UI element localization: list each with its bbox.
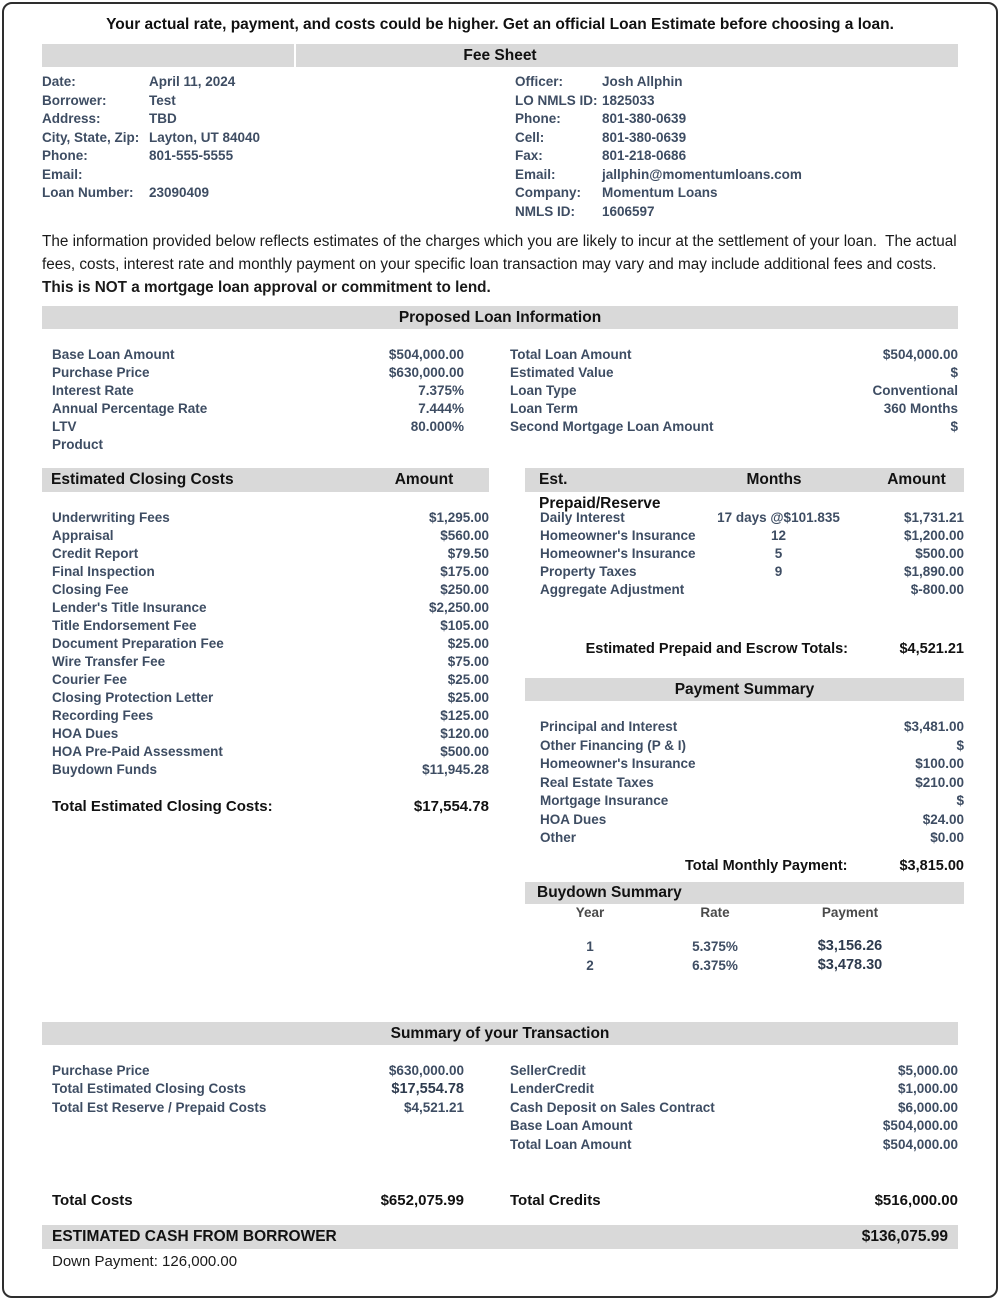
top-disclaimer: Your actual rate, payment, and costs could be higher. Get an official Loan Estimate before choosing a loan. [106, 16, 894, 33]
loan-info-row [42, 418, 464, 436]
loan-info-value: 360 Months [883, 401, 958, 416]
buydown-year-header: Year [575, 904, 605, 920]
prepaid-row [525, 545, 964, 563]
loan-info-value: $ [950, 365, 958, 380]
transaction-label: Total Est Reserve / Prepaid Costs [52, 1099, 267, 1115]
prepaid-label: Homeowner's Insurance [540, 528, 696, 543]
closing-cost-label: Document Preparation Fee [52, 636, 224, 651]
transaction-value: $17,554.78 [391, 1081, 464, 1097]
cash-from-borrower-value: $136,075.99 [861, 1228, 948, 1245]
buydown-payment-header: Payment [821, 904, 879, 920]
closing-cost-row [42, 617, 489, 635]
contact-value: Layton, UT 84040 [149, 129, 261, 145]
prepaid-items [525, 509, 964, 599]
contact-value: Momentum Loans [602, 185, 718, 200]
loan-info-value: 7.375% [418, 383, 464, 398]
loan-info-row [500, 364, 958, 382]
loan-info-label: Loan Type [510, 383, 577, 398]
transaction-label: SellerCredit [510, 1062, 586, 1078]
prepaid-row [525, 527, 964, 545]
closing-cost-amount: $175.00 [440, 564, 489, 579]
contact-row [515, 129, 958, 148]
borrower-info [42, 73, 500, 221]
closing-cost-label: HOA Dues [52, 726, 119, 741]
closing-cost-label: Appraisal [52, 528, 114, 543]
prepaid-months: 5 [774, 546, 783, 561]
contact-row [515, 73, 958, 92]
prepaid-months: 9 [774, 564, 783, 579]
prepaid-title: Est. Prepaid/Reserve [539, 471, 661, 512]
closing-cost-label: Credit Report [52, 546, 139, 561]
totals-row [42, 1192, 958, 1209]
contact-row [515, 203, 958, 222]
intro-paragraph [42, 230, 961, 299]
closing-cost-amount: $25.00 [447, 690, 489, 705]
contact-value: 801-380-0639 [602, 111, 687, 126]
loan-info-row [500, 418, 958, 436]
payment-amount: $24.00 [922, 811, 964, 827]
buydown-rate: 6.375% [692, 958, 738, 973]
fee-sheet-page [2, 2, 998, 1298]
monthly-total-value: $3,815.00 [899, 857, 964, 874]
escrow-total [525, 641, 964, 657]
closing-cost-amount: $500.00 [440, 744, 489, 759]
closing-cost-label: Title Endorsement Fee [52, 618, 197, 633]
transaction-costs [42, 1062, 500, 1155]
total-costs [42, 1192, 500, 1209]
contact-row [42, 166, 500, 185]
loan-info-left [42, 346, 500, 454]
contact-value: Josh Allphin [602, 74, 683, 89]
total-credits-value: $516,000.00 [874, 1192, 958, 1209]
down-payment: Down Payment: 126,000.00 [52, 1253, 238, 1270]
transaction-row [500, 1117, 958, 1136]
transaction-value: $6,000.00 [897, 1099, 958, 1115]
transaction-row [42, 1099, 464, 1118]
prepaid-row [525, 581, 964, 599]
closing-cost-amount: $250.00 [440, 582, 489, 597]
closing-cost-row [42, 761, 489, 779]
closing-cost-row [42, 563, 489, 581]
transaction-row [500, 1080, 958, 1099]
intro-text: The information provided below reflects estimates of the charges which you are likely to incur at the settlement of your loan. The actual fees, costs, interest rate and monthly payment on your specific loan transaction may vary and may include additional fees and costs. [42, 233, 961, 273]
prepaid-header [525, 468, 964, 512]
loan-info-value: Conventional [872, 383, 958, 398]
contact-label: Loan Number: [42, 185, 134, 200]
payment-summary-bar [525, 678, 964, 701]
payment-amount: $ [956, 737, 964, 753]
transaction-value: $504,000.00 [882, 1118, 958, 1133]
transaction-row [500, 1136, 958, 1155]
buydown-rate: 5.375% [692, 938, 738, 954]
proposed-loan-info-title: Proposed Loan Information [398, 309, 602, 326]
loan-info-label: Total Loan Amount [510, 347, 632, 362]
loan-info-label: Loan Term [510, 401, 579, 416]
buydown-payment: $3,156.26 [817, 937, 883, 954]
closing-cost-amount: $11,945.28 [422, 762, 489, 777]
page-title: Fee Sheet [463, 47, 537, 64]
loan-info-value: $630,000.00 [388, 365, 464, 380]
contact-row [515, 147, 958, 166]
closing-cost-row [42, 707, 489, 725]
transaction-label: Purchase Price [52, 1062, 150, 1078]
closing-cost-row [42, 527, 489, 545]
monthly-total-label: Total Monthly Payment: [685, 857, 848, 874]
buydown-year: 2 [586, 958, 594, 973]
transaction-summary-section [42, 1062, 958, 1155]
closing-cost-row [42, 581, 489, 599]
prepaid-months-header: Months [746, 471, 802, 488]
closing-cost-row [42, 545, 489, 563]
transaction-credits [500, 1062, 958, 1155]
closing-cost-label: Underwriting Fees [52, 510, 170, 525]
contact-value: April 11, 2024 [149, 74, 236, 89]
loan-info-row [42, 346, 464, 364]
contact-label: Officer: [515, 74, 564, 89]
contact-label: LO NMLS ID: [515, 92, 598, 108]
fees-columns [42, 468, 964, 976]
total-costs-label: Total Costs [52, 1192, 133, 1209]
contact-value: 801-218-0686 [602, 148, 687, 163]
closing-cost-label: Courier Fee [52, 672, 128, 687]
closing-cost-label: Recording Fees [52, 708, 154, 723]
prepaid-label: Aggregate Adjustment [540, 582, 685, 597]
fee-sheet-title-bar [42, 44, 958, 67]
prepaid-label: Homeowner's Insurance [540, 546, 696, 561]
transaction-label: LenderCredit [510, 1081, 595, 1096]
loan-info-label: Base Loan Amount [52, 347, 175, 362]
escrow-total-value: $4,521.21 [899, 641, 964, 657]
closing-costs-total [42, 798, 489, 815]
payment-label: Homeowner's Insurance [540, 756, 696, 771]
transaction-value: $5,000.00 [897, 1062, 958, 1078]
contact-row [515, 92, 958, 111]
transaction-row [500, 1062, 958, 1081]
closing-costs-title: Estimated Closing Costs [51, 471, 234, 488]
contact-value: 801-555-5555 [149, 148, 234, 163]
buydown-row [525, 937, 964, 957]
total-costs-value: $652,075.99 [380, 1192, 464, 1209]
prepaid-amount-header: Amount [887, 471, 946, 488]
payment-label: Other [540, 830, 577, 845]
contact-row [515, 184, 958, 203]
intro-bold-text: This is NOT a mortgage loan approval or commitment to lend. [42, 279, 491, 296]
closing-cost-amount: $125.00 [440, 708, 489, 723]
buydown-summary-title: Buydown Summary [537, 883, 682, 901]
closing-costs-amount-header: Amount [394, 471, 454, 488]
payment-row [525, 737, 964, 756]
payment-label: Real Estate Taxes [540, 774, 654, 790]
transaction-summary-title: Summary of your Transaction [390, 1024, 610, 1042]
closing-cost-label: HOA Pre-Paid Assessment [52, 744, 223, 759]
payment-row [525, 718, 964, 737]
transaction-label: Total Loan Amount [510, 1136, 632, 1152]
transaction-label: Total Estimated Closing Costs [52, 1081, 247, 1096]
buydown-summary-bar [525, 882, 964, 904]
transaction-summary-bar [42, 1022, 958, 1045]
contact-row [42, 73, 500, 92]
monthly-total [525, 858, 964, 874]
prepaid-payment-section [525, 468, 964, 976]
closing-cost-amount: $560.00 [440, 528, 489, 543]
proposed-loan-info-bar [42, 306, 958, 329]
closing-cost-amount: $25.00 [447, 636, 489, 651]
closing-cost-row [42, 635, 489, 653]
contact-row [515, 110, 958, 129]
transaction-label: Cash Deposit on Sales Contract [510, 1099, 715, 1115]
closing-cost-label: Buydown Funds [52, 762, 157, 777]
closing-cost-label: Lender's Title Insurance [52, 600, 207, 615]
buydown-rows [525, 937, 964, 976]
payment-row [525, 829, 964, 848]
loan-info-label: Second Mortgage Loan Amount [510, 419, 714, 434]
contact-row [42, 129, 500, 148]
closing-costs-header [42, 468, 489, 492]
transaction-label: Base Loan Amount [510, 1118, 633, 1133]
total-credits-label: Total Credits [510, 1192, 601, 1209]
prepaid-label: Daily Interest [540, 510, 625, 525]
buydown-row [525, 956, 964, 976]
prepaid-row [525, 509, 964, 527]
payment-label: HOA Dues [540, 811, 607, 827]
cash-from-borrower-label: ESTIMATED CASH FROM BORROWER [52, 1228, 337, 1245]
payment-summary-title: Payment Summary [674, 681, 815, 698]
closing-cost-row [42, 743, 489, 761]
transaction-row [500, 1099, 958, 1118]
contact-value: jallphin@momentumloans.com [602, 166, 802, 182]
payment-items [525, 718, 964, 848]
contact-label: Email: [515, 166, 556, 182]
contact-row [42, 147, 500, 166]
transaction-value: $630,000.00 [388, 1062, 464, 1078]
closing-cost-amount: $79.50 [447, 546, 489, 561]
contact-label: Address: [42, 111, 101, 126]
contact-row [515, 166, 958, 185]
prepaid-amount: $1,890.00 [903, 564, 964, 579]
contact-label: Borrower: [42, 92, 107, 108]
contact-row [42, 184, 500, 203]
loan-info-row [42, 436, 464, 454]
loan-info-value: $504,000.00 [882, 347, 958, 362]
prepaid-amount: $-800.00 [910, 582, 964, 597]
prepaid-amount: $1,731.21 [903, 510, 964, 525]
contact-label: Date: [42, 74, 76, 89]
prepaid-label: Property Taxes [540, 564, 637, 579]
loan-info-row [500, 382, 958, 400]
cash-from-borrower-bar [42, 1225, 958, 1249]
prepaid-months: 17 days @$101.835 [717, 510, 840, 525]
closing-costs-items [42, 509, 489, 779]
payment-row [525, 774, 964, 793]
buydown-year: 1 [586, 938, 594, 954]
loan-info-value: 7.444% [418, 401, 464, 416]
payment-amount: $0.00 [930, 830, 964, 845]
closing-cost-amount: $120.00 [440, 726, 489, 741]
loan-info-label: Product [52, 437, 104, 452]
contact-row [42, 92, 500, 111]
buydown-column-headers [525, 905, 964, 920]
contact-label: City, State, Zip: [42, 129, 140, 145]
contact-label: Cell: [515, 129, 545, 145]
payment-amount: $ [956, 793, 964, 808]
contact-label: Fax: [515, 148, 543, 163]
prepaid-months: 12 [770, 528, 787, 543]
loan-info-value: 80.000% [410, 419, 464, 434]
loan-info-row [42, 400, 464, 418]
closing-cost-label: Closing Protection Letter [52, 690, 214, 705]
closing-costs-total-label: Total Estimated Closing Costs: [52, 798, 273, 815]
contact-label: Email: [42, 166, 83, 182]
transaction-value: $1,000.00 [897, 1081, 958, 1096]
contact-value: 801-380-0639 [602, 129, 687, 145]
buydown-payment: $3,478.30 [817, 957, 883, 973]
loan-info-label: Estimated Value [510, 365, 614, 380]
loan-info-row [500, 346, 958, 364]
loan-info-label: LTV [52, 419, 77, 434]
contact-label: Phone: [515, 111, 561, 126]
proposed-loan-info-section [42, 346, 958, 454]
prepaid-row [525, 563, 964, 581]
payment-label: Other Financing (P & I) [540, 737, 687, 753]
closing-cost-row [42, 599, 489, 617]
contact-value: 1606597 [602, 203, 655, 219]
closing-costs-total-value: $17,554.78 [413, 798, 489, 815]
closing-cost-row [42, 689, 489, 707]
transaction-value: $504,000.00 [882, 1136, 958, 1152]
transaction-value: $4,521.21 [403, 1099, 464, 1115]
contact-value: TBD [149, 111, 177, 126]
prepaid-amount: $1,200.00 [903, 528, 964, 543]
closing-cost-row [42, 653, 489, 671]
prepaid-months [693, 581, 864, 599]
loan-info-row [42, 364, 464, 382]
payment-label: Mortgage Insurance [540, 793, 669, 808]
payment-amount: $3,481.00 [903, 719, 964, 734]
contact-value: 1825033 [602, 92, 655, 108]
total-credits [500, 1192, 958, 1209]
prepaid-amount: $500.00 [915, 546, 964, 561]
loan-info-label: Purchase Price [52, 365, 150, 380]
payment-row [525, 811, 964, 830]
closing-cost-row [42, 509, 489, 527]
closing-cost-amount: $105.00 [440, 618, 489, 633]
closing-cost-amount: $1,295.00 [428, 510, 489, 525]
loan-info-row [500, 400, 958, 418]
contact-section [42, 73, 958, 221]
closing-cost-row [42, 671, 489, 689]
contact-label: Phone: [42, 148, 88, 163]
escrow-total-label: Estimated Prepaid and Escrow Totals: [585, 641, 848, 657]
officer-info [500, 73, 958, 221]
closing-cost-label: Final Inspection [52, 564, 155, 579]
closing-cost-row [42, 725, 489, 743]
closing-costs-section [42, 468, 489, 815]
contact-label: NMLS ID: [515, 203, 575, 219]
payment-row [525, 792, 964, 811]
closing-cost-amount: $25.00 [447, 672, 489, 687]
loan-info-label: Interest Rate [52, 383, 134, 398]
closing-cost-amount: $2,250.00 [428, 600, 489, 615]
contact-value: 23090409 [149, 185, 210, 200]
loan-info-row [42, 382, 464, 400]
loan-info-label: Annual Percentage Rate [52, 401, 208, 416]
payment-amount: $210.00 [915, 774, 964, 790]
loan-info-value: $ [950, 419, 958, 434]
loan-info-value: $504,000.00 [388, 347, 464, 362]
closing-cost-amount: $75.00 [447, 654, 489, 669]
transaction-row [42, 1062, 464, 1081]
closing-cost-label: Wire Transfer Fee [52, 654, 166, 669]
transaction-row [42, 1080, 464, 1099]
payment-row [525, 755, 964, 774]
buydown-rate-header: Rate [700, 904, 730, 920]
payment-label: Principal and Interest [540, 719, 678, 734]
contact-label: Company: [515, 185, 582, 200]
contact-row [42, 110, 500, 129]
contact-value: Test [149, 92, 176, 108]
loan-info-right [500, 346, 958, 454]
closing-cost-label: Closing Fee [52, 582, 129, 597]
payment-amount: $100.00 [915, 756, 964, 771]
